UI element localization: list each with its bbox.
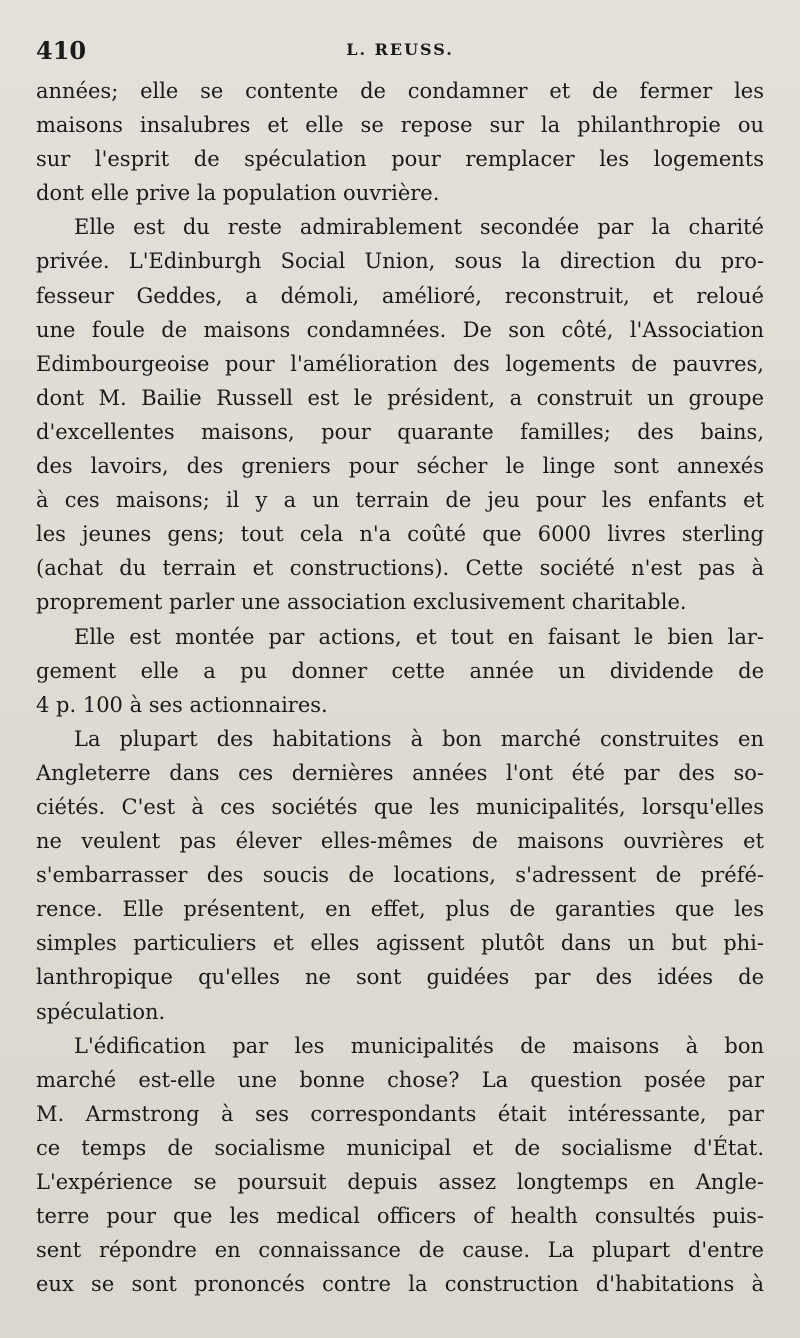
running-head xyxy=(36,36,764,66)
text-line: terre pour que les medical officers of health consultés puis- xyxy=(36,1204,764,1229)
text-line: d'excellentes maisons, pour quarante familles; des bains, xyxy=(36,419,764,444)
text-line: marché est-elle une bonne chose? La question posée par xyxy=(36,1067,764,1092)
text-line: fesseur Geddes, a démoli, amélioré, reconstruit, et reloué xyxy=(36,283,764,308)
text-line: Elle est montée par actions, et tout en faisant le bien lar- xyxy=(74,624,764,649)
text-line: Elle est du reste admirablement secondée par la charité xyxy=(74,215,764,240)
text-line: s'embarrasser des soucis de locations, s'adressent de préfé- xyxy=(36,863,764,888)
text-line: eux se sont prononcés contre la construction d'habitations à xyxy=(36,1272,764,1297)
running-head-author: L. REUSS. xyxy=(346,40,454,59)
text-line: rence. Elle présentent, en effet, plus de garanties que les xyxy=(36,897,764,922)
text-line: 4 p. 100 à ses actionnaires. xyxy=(36,692,328,717)
text-line: M. Armstrong à ses correspondants était intéressante, par xyxy=(36,1101,764,1126)
text-line: Edimbourgeoise pour l'amélioration des logements de pauvres, xyxy=(36,351,764,376)
text-line: à ces maisons; il y a un terrain de jeu pour les enfants et xyxy=(36,488,764,513)
text-line: années; elle se contente de condamner et de fermer les xyxy=(36,79,764,103)
body-text xyxy=(36,74,764,1301)
text-line: spéculation. xyxy=(36,999,166,1024)
text-line: simples particuliers et elles agissent plutôt dans un but phi- xyxy=(36,931,764,956)
text-line: dont elle prive la population ouvrière. xyxy=(36,181,440,206)
text-line: lanthropique qu'elles ne sont guidées par des idées de xyxy=(36,965,764,990)
text-line: une foule de maisons condamnées. De son côté, l'Association xyxy=(36,317,764,342)
text-line: ce temps de socialisme municipal et de socialisme d'État. xyxy=(36,1135,764,1160)
text-line: ne veulent pas élever elles-mêmes de maisons ouvrières et xyxy=(36,829,764,854)
page-number: 410 xyxy=(36,36,87,65)
text-line: La plupart des habitations à bon marché construites en xyxy=(74,726,764,751)
text-line: proprement parler une association exclusivement charitable. xyxy=(36,590,687,615)
text-line: sur l'esprit de spéculation pour remplacer les logements xyxy=(36,147,764,172)
text-line: Angleterre dans ces dernières années l'ont été par des so- xyxy=(36,760,764,785)
text-line: maisons insalubres et elle se repose sur la philanthropie ou xyxy=(36,113,764,138)
text-line: les jeunes gens; tout cela n'a coûté que 6000 livres sterling xyxy=(36,522,764,547)
text-line: privée. L'Edinburgh Social Union, sous la direction du pro- xyxy=(36,249,764,274)
text-line: des lavoirs, des greniers pour sécher le linge sont annexés xyxy=(36,454,764,479)
text-line: gement elle a pu donner cette année un dividende de xyxy=(36,658,764,683)
text-line: dont M. Bailie Russell est le président, a construit un groupe xyxy=(36,385,764,410)
text-line: L'expérience se poursuit depuis assez longtemps en Angle- xyxy=(36,1170,764,1194)
text-line: (achat du terrain et constructions). Cette société n'est pas à xyxy=(36,556,764,581)
text-line: L'édification par les municipalités de maisons à bon xyxy=(74,1033,764,1058)
text-line: sent répondre en connaissance de cause. La plupart d'entre xyxy=(36,1238,764,1263)
text-line: ciétés. C'est à ces sociétés que les municipalités, lorsqu'elles xyxy=(36,794,764,819)
